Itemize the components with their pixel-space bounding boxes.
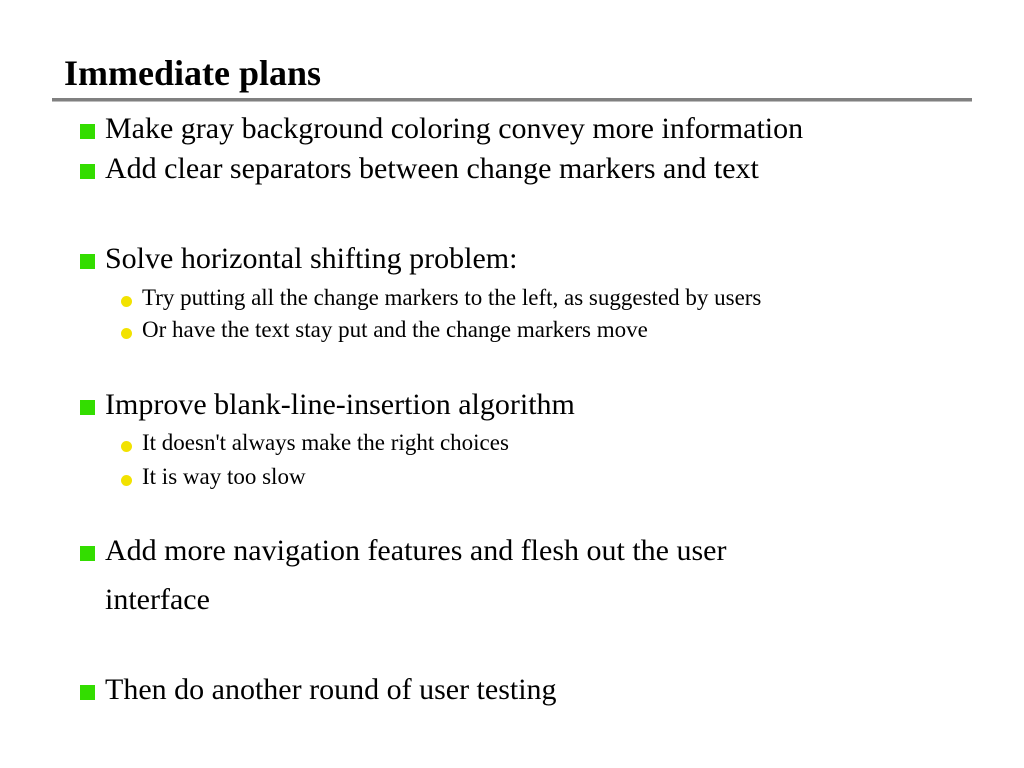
yellow-dot-bullet-icon — [121, 328, 132, 339]
sub-bullet-item — [121, 315, 648, 345]
yellow-dot-bullet-icon — [121, 475, 132, 486]
bullet-text: Add clear separators between change markers and text — [105, 152, 759, 185]
bullet-item — [80, 532, 726, 570]
yellow-dot-bullet-icon — [121, 296, 132, 307]
green-square-bullet-icon — [80, 164, 95, 179]
bullet-item — [80, 110, 803, 148]
bullet-text: Improve blank-line-insertion algorithm — [105, 388, 575, 421]
yellow-dot-bullet-icon — [121, 441, 132, 452]
green-square-bullet-icon — [80, 124, 95, 139]
bullet-text: Solve horizontal shifting problem: — [105, 242, 518, 275]
sub-bullet-text: Or have the text stay put and the change markers move — [142, 317, 648, 342]
slide-title: Immediate plans — [64, 53, 322, 93]
sub-bullet-text: Try putting all the change markers to the left, as suggested by users — [142, 285, 762, 310]
bullet-item — [80, 386, 575, 424]
green-square-bullet-icon — [80, 685, 95, 700]
bullet-text-continuation: interface — [105, 583, 210, 616]
green-square-bullet-icon — [80, 400, 95, 415]
sub-bullet-text: It is way too slow — [142, 464, 306, 489]
sub-bullet-item — [121, 462, 306, 492]
bullet-item — [80, 150, 759, 188]
bullet-text: Then do another round of user testing — [105, 673, 557, 706]
bullet-item — [80, 671, 557, 709]
bullet-text: Add more navigation features and flesh out the user — [105, 534, 727, 567]
green-square-bullet-icon — [80, 546, 95, 561]
sub-bullet-item — [121, 428, 509, 458]
title-divider — [52, 98, 972, 102]
bullet-item — [80, 240, 517, 278]
sub-bullet-item — [121, 283, 761, 313]
green-square-bullet-icon — [80, 254, 95, 269]
sub-bullet-text: It doesn't always make the right choices — [142, 430, 509, 455]
bullet-text: Make gray background coloring convey more information — [105, 112, 804, 145]
